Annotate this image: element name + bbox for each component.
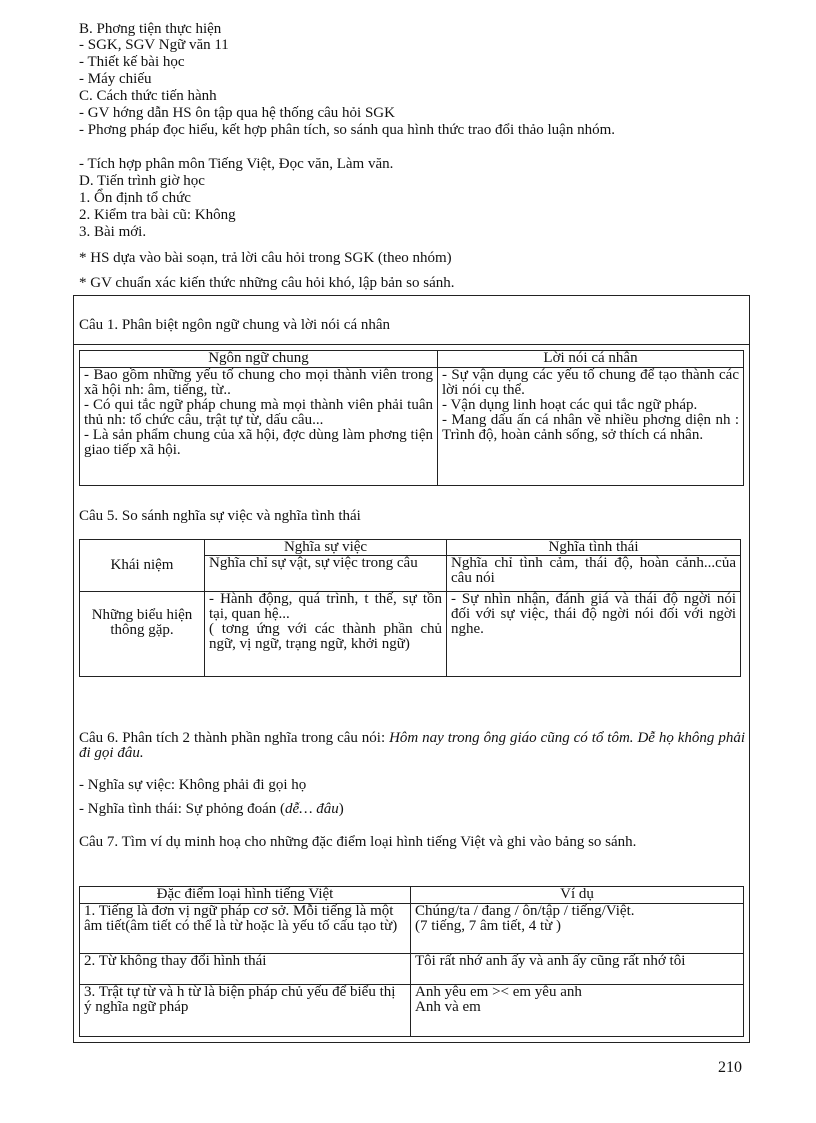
section-d-heading: D. Tiến trình giờ học	[79, 173, 205, 189]
q1-header-personal: Lời nói cá nhân	[438, 351, 744, 368]
section-c-item: - GV hớng dẫn HS ôn tập qua hệ thống câu hỏi SGK	[79, 105, 395, 121]
note-line: * GV chuẩn xác kiến thức những câu hỏi khó, lập bản so sánh.	[79, 275, 455, 291]
section-c-item: - Tích hợp phân môn Tiếng Việt, Đọc văn, Làm văn.	[79, 156, 394, 172]
q7-example-cell: Chúng/ta / đang / ôn/tập / tiếng/Việt. (7 tiếng, 7 âm tiết, 4 từ )	[411, 904, 744, 954]
section-d-item: 3. Bài mới.	[79, 224, 147, 240]
note-line: * HS dựa vào bài soạn, trả lời câu hỏi trong SGK (theo nhóm)	[79, 250, 452, 266]
q5-title: Câu 5. So sánh nghĩa sự việc và nghĩa tình thái	[79, 508, 361, 524]
frame-divider	[74, 344, 749, 345]
q5-cell: - Hành động, quá trình, t thế, sự tồn tại, quan hệ... ( tơng ứng với các thành phần chủ ngữ, vị ngữ, trạng ngữ, khởi ngữ)	[205, 592, 447, 677]
section-b-item: - Máy chiếu	[79, 71, 152, 87]
q5-row-label: Khái niệm	[80, 540, 205, 592]
q5-cell: Nghĩa chỉ tình cảm, thái độ, hoàn cảnh...của câu nói	[447, 556, 741, 592]
q6-quote: Hôm nay trong ông giáo cũng có tổ tôm. Dễ họ không phải đi gọi đâu.	[79, 730, 745, 761]
q1-title: Câu 1. Phân biệt ngôn ngữ chung và lời nói cá nhân	[79, 317, 391, 333]
q1-general-item: - Là sản phẩm chung của xã hội, đợc dùng làm phơng tiện giao tiếp xã hội.	[84, 427, 433, 458]
q1-general-item: - Bao gồm những yếu tố chung cho mọi thành viên trong xã hội nh: âm, tiếng, từ..	[84, 367, 433, 398]
q1-personal-item: - Sự vận dụng các yếu tố chung để tạo thành các lời nói cụ thể.	[442, 367, 739, 398]
q6-title	[79, 731, 745, 761]
q5-cell: Nghĩa chỉ sự vật, sự việc trong câu	[205, 556, 447, 592]
q7-header-feature: Đặc điểm loại hình tiếng Việt	[80, 887, 411, 904]
q5-table	[79, 539, 741, 677]
q6-answer-text: - Nghĩa tình thái: Sự phỏng đoán (	[79, 801, 286, 817]
q6-title-text: Câu 6. Phân tích 2 thành phần nghĩa trong câu nói:	[79, 730, 390, 746]
q6-answer: - Nghĩa sự việc: Không phải đi gọi họ	[79, 777, 307, 793]
section-c-item: - Phơng pháp đọc hiểu, kết hợp phân tích, so sánh qua hình thức trao đổi thảo luận nhóm.	[79, 122, 615, 138]
q7-feature-cell: 2. Từ không thay đổi hình thái	[80, 954, 411, 985]
q5-row-label: Những biểu hiện thông gặp.	[80, 592, 205, 677]
q1-header-general: Ngôn ngữ chung	[80, 351, 438, 368]
section-b-item: - Thiết kế bài học	[79, 54, 185, 70]
q7-example-cell: Tôi rất nhớ anh ấy và anh ấy cũng rất nhớ tôi	[411, 954, 744, 985]
q7-table	[79, 886, 744, 1037]
q1-personal-item: - Mang dấu ấn cá nhân về nhiều phơng diện nh : Trình độ, hoàn cảnh sống, sở thích cá nhân.	[442, 412, 739, 443]
q6-answer-italic: dễ… đâu	[285, 801, 339, 817]
section-d-item: 2. Kiểm tra bài cũ: Không	[79, 207, 236, 223]
section-c-heading: C. Cách thức tiến hành	[79, 88, 217, 104]
q6-answer-text: )	[338, 801, 344, 817]
q7-example-cell: Anh yêu em >< em yêu anh Anh và em	[411, 985, 744, 1037]
q1-table	[79, 350, 744, 486]
q7-feature-cell: 1. Tiếng là đơn vị ngữ pháp cơ sở. Mỗi tiếng là một âm tiết(âm tiết có thể là từ hoặc là yếu tố cấu tạo từ)	[80, 904, 411, 954]
q1-general-item: - Có qui tắc ngữ pháp chung mà mọi thành viên phải tuân thủ nh: tổ chức câu, trật tự từ, dấu câu...	[84, 397, 433, 428]
q5-header-factual: Nghĩa sự việc	[205, 540, 447, 556]
q5-cell: - Sự nhìn nhận, đánh giá và thái độ ngời nói đối với sự việc, thái độ ngời nói đối với ngời nghe.	[447, 592, 741, 677]
q1-personal-item: - Vận dụng linh hoạt các qui tắc ngữ pháp.	[442, 397, 698, 413]
section-d-item: 1. Ổn định tổ chức	[79, 190, 191, 206]
q7-title: Câu 7. Tìm ví dụ minh hoạ cho những đặc điểm loại hình tiếng Việt và ghi vào bảng so sánh.	[79, 834, 637, 850]
page-number: 210	[718, 1059, 742, 1076]
q7-header-example: Ví dụ	[411, 887, 744, 904]
section-b-heading: B. Phơng tiện thực hiện	[79, 21, 222, 37]
q6-answer	[79, 802, 344, 817]
q5-header-modal: Nghĩa tình thái	[447, 540, 741, 556]
q7-feature-cell: 3. Trật tự từ và h từ là biện pháp chủ yếu để biểu thị ý nghĩa ngữ pháp	[80, 985, 411, 1037]
q1-general-cell	[80, 368, 438, 486]
section-b-item: - SGK, SGV Ngữ văn 11	[79, 37, 229, 53]
q1-personal-cell	[438, 368, 744, 486]
